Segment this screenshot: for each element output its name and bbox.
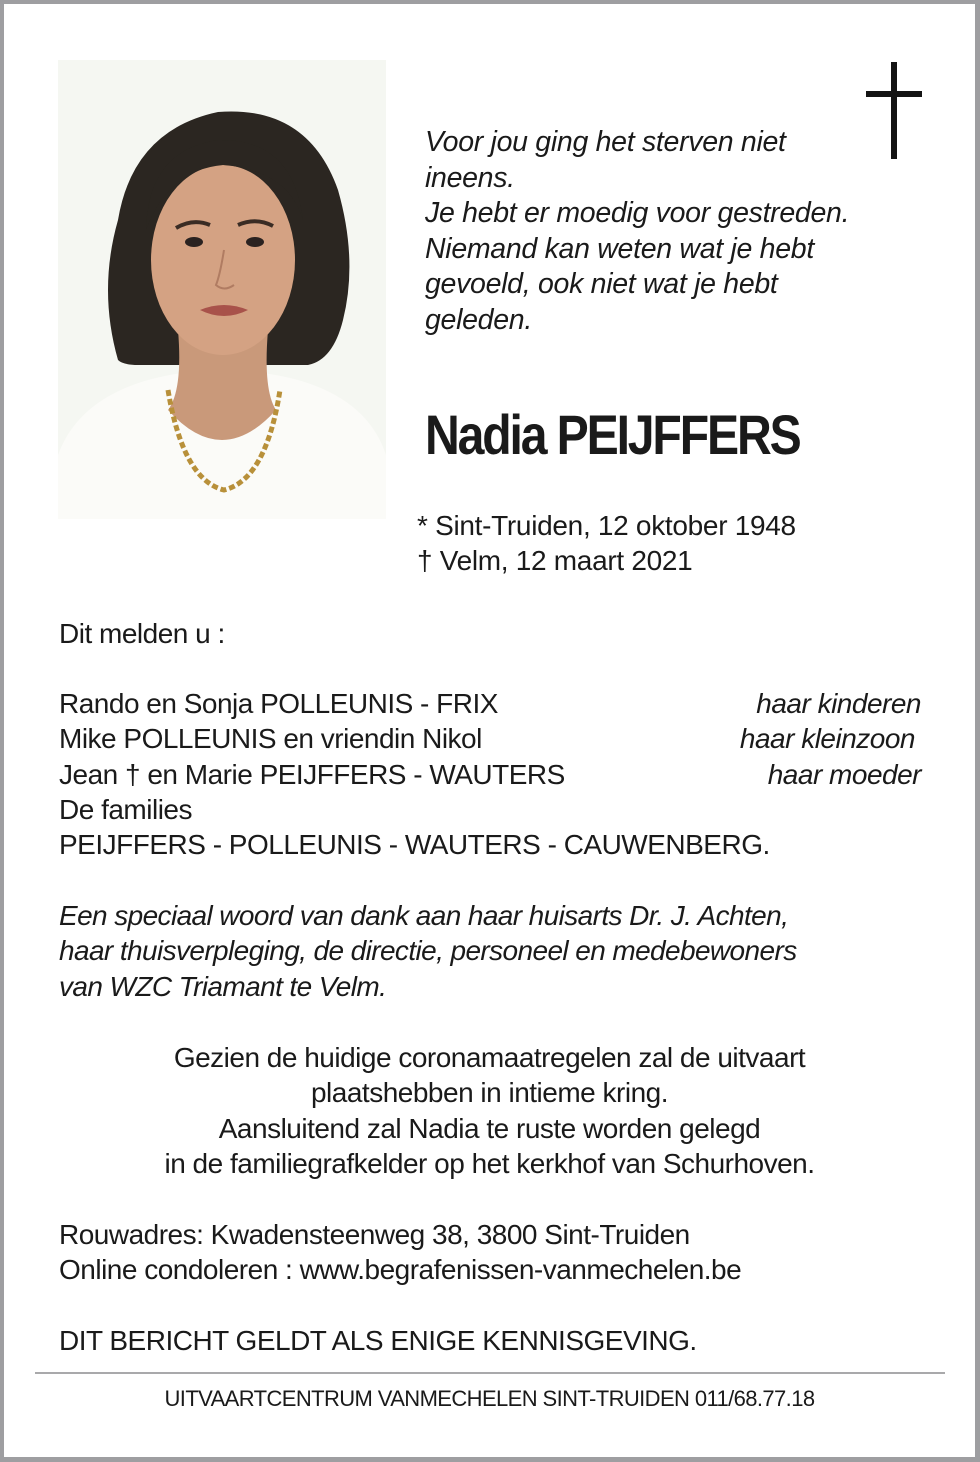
footer-divider bbox=[35, 1372, 945, 1374]
announcement-intro: Dit melden u : bbox=[59, 618, 225, 649]
family-names: PEIJFFERS - POLLEUNIS - WAUTERS - CAUWENBERG. bbox=[59, 829, 770, 861]
poem-line: ineens. bbox=[425, 161, 515, 194]
family-relation: haar kleinzoon bbox=[739, 723, 915, 755]
online-condolence: Online condoleren : www.begrafenissen-vanmechelen.be bbox=[59, 1254, 742, 1286]
poem-line: geleden. bbox=[425, 303, 532, 336]
funeral-home-footer: UITVAARTCENTRUM VANMECHELEN SINT-TRUIDEN 011/68.77.18 bbox=[164, 1386, 815, 1411]
family-row bbox=[59, 721, 921, 756]
mourning-address: Rouwadres: Kwadensteenweg 38, 3800 Sint-Truiden bbox=[59, 1219, 690, 1250]
notice-line: Aansluitend zal Nadia te ruste worden gelegd bbox=[218, 1112, 761, 1144]
family-names: De families bbox=[59, 793, 192, 825]
poem-line: Niemand kan weten wat je hebt bbox=[425, 232, 814, 265]
poem-line: gevoeld, ook niet wat je hebt bbox=[425, 268, 778, 301]
deceased-name: Nadia PEIJFFERS bbox=[425, 403, 800, 466]
family-row bbox=[59, 757, 921, 792]
notice-line: in de familiegrafkelder op het kerkhof van Schurhoven. bbox=[164, 1147, 815, 1179]
family-row bbox=[59, 792, 921, 827]
obituary-card bbox=[4, 4, 975, 1457]
death-date: † Velm, 12 maart 2021 bbox=[417, 545, 693, 576]
portrait-photo bbox=[58, 60, 386, 519]
thanks-message bbox=[59, 898, 797, 1004]
notice-line: plaatshebben in intieme kring. bbox=[310, 1077, 668, 1109]
poem-line: Voor jou ging het sterven niet bbox=[425, 126, 786, 158]
cross-vertical-bar bbox=[891, 62, 897, 159]
birth-date: * Sint-Truiden, 12 oktober 1948 bbox=[417, 510, 796, 541]
family-list bbox=[59, 686, 921, 862]
thanks-line: haar thuisverpleging, de directie, personeel en medebewoners bbox=[59, 935, 797, 967]
memorial-poem bbox=[425, 125, 885, 339]
family-row bbox=[59, 827, 921, 862]
life-dates bbox=[417, 508, 796, 578]
family-names: Mike POLLEUNIS en vriendin Nikol bbox=[59, 723, 482, 755]
thanks-line: Een speciaal woord van dank aan haar huisarts Dr. J. Achten, bbox=[59, 900, 789, 931]
family-relation: haar moeder bbox=[767, 758, 921, 790]
thanks-line: van WZC Triamant te Velm. bbox=[59, 970, 387, 1002]
family-row bbox=[59, 686, 921, 721]
family-relation: haar kinderen bbox=[756, 688, 921, 719]
funeral-notice bbox=[4, 1040, 975, 1181]
portrait-image bbox=[58, 60, 386, 519]
notice-line: Gezien de huidige coronamaatregelen zal de uitvaart bbox=[173, 1042, 806, 1073]
family-names: Rando en Sonja POLLEUNIS - FRIX bbox=[59, 688, 498, 719]
contact-info bbox=[59, 1217, 741, 1288]
closing-statement: DIT BERICHT GELDT ALS ENIGE KENNISGEVING. bbox=[59, 1325, 697, 1356]
family-names: Jean † en Marie PEIJFFERS - WAUTERS bbox=[59, 758, 565, 790]
cross-horizontal-bar bbox=[866, 91, 922, 97]
poem-line: Je hebt er moedig voor gestreden. bbox=[425, 197, 850, 230]
